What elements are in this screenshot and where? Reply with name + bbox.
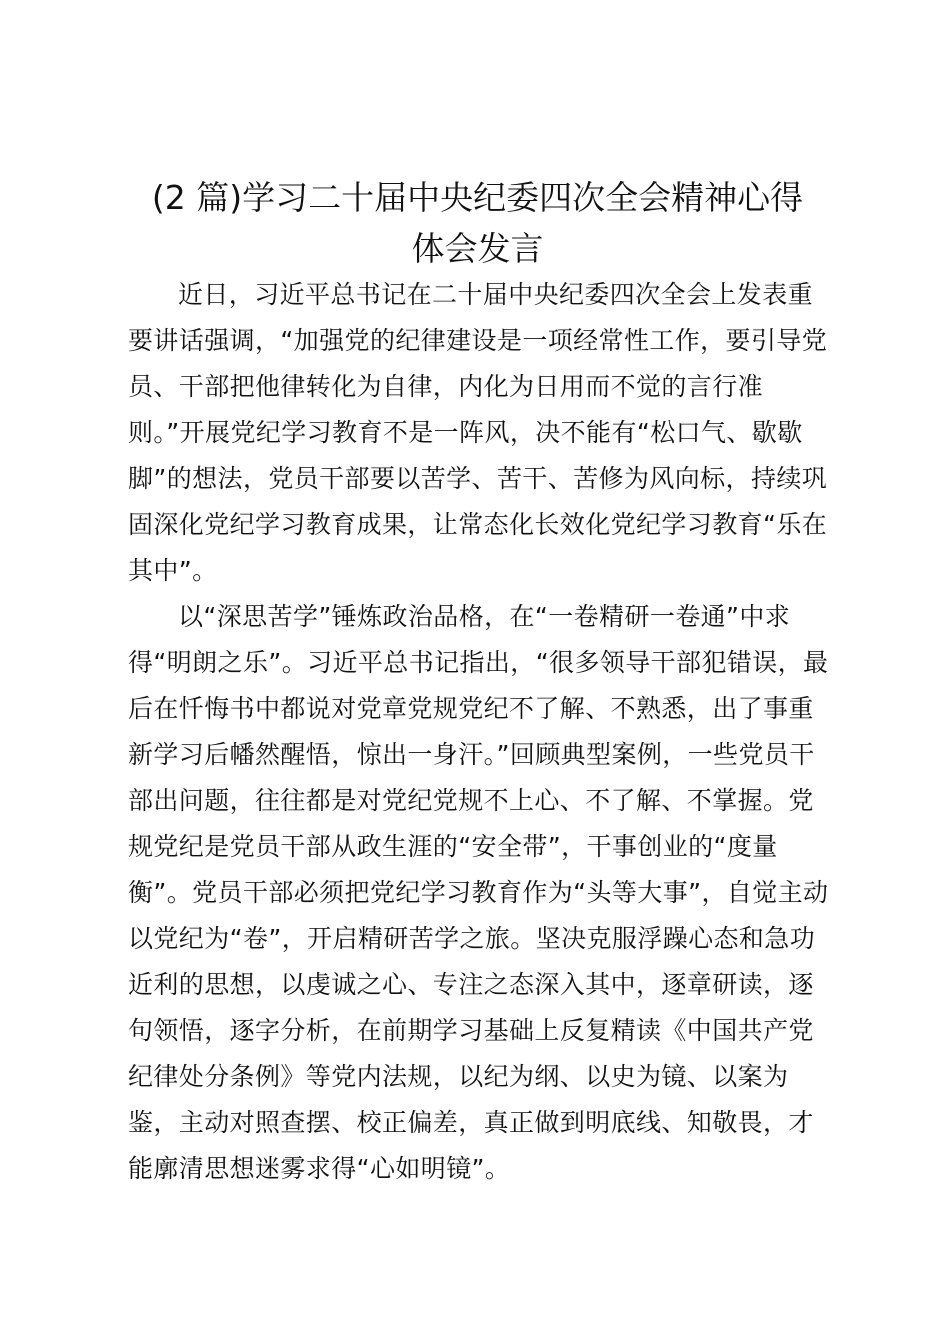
paragraph-line: 要讲话强调，“加强党的纪律建设是一项经常性工作，要引导党: [128, 326, 828, 355]
paragraph-line: 固深化党纪学习教育成果，让常态化长效化党纪学习教育“乐在: [128, 510, 828, 539]
title-line-1: (2 篇)学习二十届中央纪委四次全会精神心得: [151, 178, 804, 217]
paragraph-line: 员、干部把他律转化为自律，内化为日用而不觉的言行准: [128, 372, 764, 401]
paragraph-line: 鉴，主动对照查摆、校正偏差，真正做到明底线、知敬畏，才: [128, 1108, 814, 1137]
paragraph-line: 得“明朗之乐”。习近平总书记指出，“很多领导干部犯错误，最: [128, 648, 829, 677]
paragraph-line: 衡”。党员干部必须把党纪学习教育作为“头等大事”，自觉主动: [128, 878, 829, 907]
paragraph-line: 后在忏悔书中都说对党章党规党纪不了解、不熟悉，出了事重: [128, 694, 814, 723]
document-title: [126, 172, 829, 274]
paragraph-line: 句领悟，逐字分析，在前期学习基础上反复精读《中国共产党: [128, 1016, 814, 1045]
paragraph-line: 其中”。: [128, 556, 218, 585]
paragraph-line: 以党纪为“卷”，开启精研苦学之旅。坚决克服浮躁心态和急功: [128, 924, 816, 953]
paragraph-line: 则。”开展党纪学习教育不是一阵风，决不能有“松口气、歇歇: [128, 418, 803, 447]
paragraph-line: 以“深思苦学”锤炼政治品格，在“一卷精研一卷通”中求: [178, 602, 791, 631]
paragraph-line: 规党纪是党员干部从政生涯的“安全带”，干事创业的“度量: [128, 832, 778, 861]
paragraph-line: 部出问题，往往都是对党纪党规不上心、不了解、不掌握。党: [128, 786, 814, 815]
paragraph-line: 纪律处分条例》等党内法规，以纪为纲、以史为镜、以案为: [128, 1062, 789, 1091]
paragraph-line: 近日，习近平总书记在二十届中央纪委四次全会上发表重: [178, 280, 814, 309]
paragraph-line: 近利的思想，以虔诚之心、专注之态深入其中，逐章研读，逐: [128, 970, 814, 999]
title-line-2: 体会发言: [411, 229, 544, 268]
paragraph-line: 能廓清思想迷雾求得“心如明镜”。: [128, 1154, 511, 1183]
paragraph-line: 脚”的想法，党员干部要以苦学、苦干、苦修为风向标，持续巩: [128, 464, 828, 493]
paragraph-line: 新学习后幡然醒悟，惊出一身汗。”回顾典型案例，一些党员干: [128, 740, 815, 769]
